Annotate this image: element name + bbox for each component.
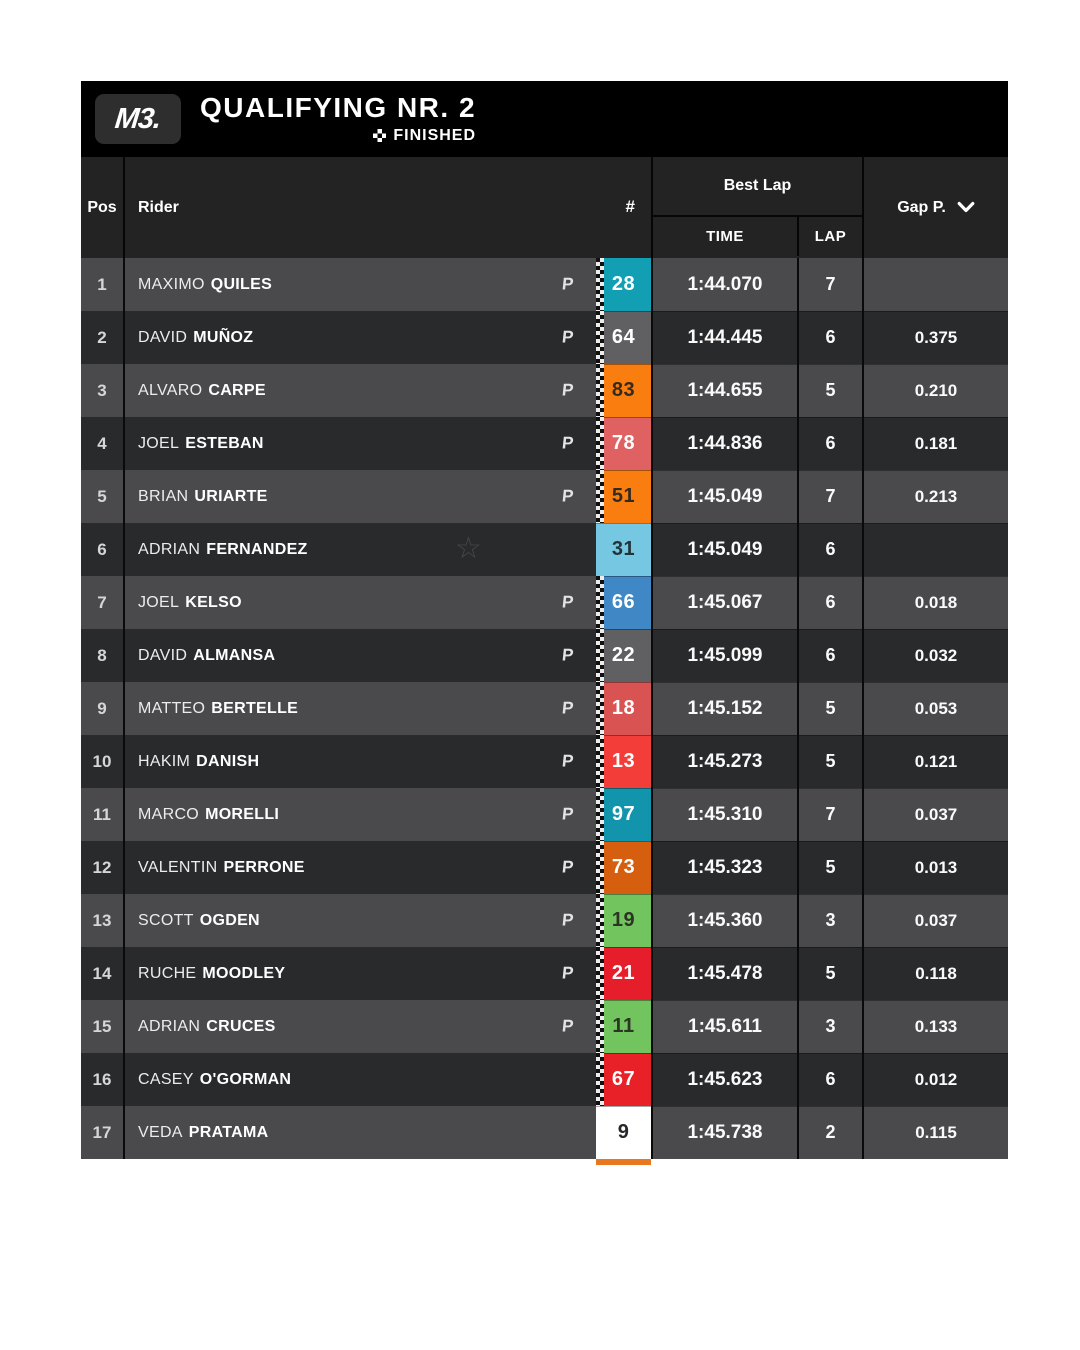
gap-cell: 0.118 (862, 947, 1008, 1000)
best-lap-lap-cell: 7 (797, 470, 862, 523)
rider-first-name: DAVID (138, 646, 188, 664)
position-cell: 8 (81, 629, 125, 682)
best-lap-time-cell: 1:45.360 (651, 894, 797, 947)
rider-cell (125, 894, 596, 947)
best-lap-lap-cell: 6 (797, 311, 862, 364)
p-badge: P (561, 1016, 576, 1036)
gap-cell: 0.032 (862, 629, 1008, 682)
bottom-clipped-row (81, 1159, 1008, 1165)
rider-first-name: DAVID (138, 328, 188, 346)
gap-cell: 0.053 (862, 682, 1008, 735)
header-rider (125, 157, 651, 258)
best-lap-lap-cell: 5 (797, 735, 862, 788)
rider-cell (125, 1053, 596, 1106)
rider-number-cell: 31 (596, 523, 651, 576)
session-status-label: FINISHED (393, 126, 477, 144)
rider-cell (125, 576, 596, 629)
rider-number-cell: 66 (596, 576, 651, 629)
chevron-down-icon (957, 201, 975, 214)
rider-first-name: VEDA (138, 1123, 183, 1141)
rider-cell (125, 258, 596, 311)
rider-first-name: MAXIMO (138, 275, 205, 293)
header-best-lap-group (651, 157, 862, 258)
best-lap-time-cell: 1:44.836 (651, 417, 797, 470)
moto3-logo (95, 94, 181, 144)
best-lap-lap-cell: 6 (797, 629, 862, 682)
rider-last-name: ESTEBAN (185, 434, 264, 452)
rider-number-cell: 13 (596, 735, 651, 788)
header-lap: LAP (797, 217, 862, 256)
rider-last-name: MUÑOZ (193, 328, 254, 346)
session-status (200, 127, 476, 145)
header-best-lap-subrow (653, 217, 862, 256)
rider-number-cell: 73 (596, 841, 651, 894)
best-lap-time-cell: 1:45.310 (651, 788, 797, 841)
p-badge: P (561, 327, 576, 347)
rider-last-name: PRATAMA (188, 1123, 269, 1141)
rider-last-name: MORELLI (205, 805, 280, 823)
p-badge: P (561, 380, 576, 400)
p-badge: P (561, 645, 576, 665)
position-cell: 15 (81, 1000, 125, 1053)
best-lap-time-cell: 1:44.445 (651, 311, 797, 364)
title-band (81, 81, 1008, 157)
rider-last-name: OGDEN (199, 911, 260, 929)
session-title: QUALIFYING NR. 2 (200, 91, 477, 123)
table-row (81, 894, 1008, 947)
table-row (81, 523, 1008, 576)
p-badge: P (561, 751, 576, 771)
gap-cell: 0.375 (862, 311, 1008, 364)
table-row (81, 576, 1008, 629)
results-body (81, 258, 1008, 1159)
rider-last-name: ALMANSA (193, 646, 276, 664)
rider-last-name: FERNANDEZ (206, 540, 308, 558)
checkered-flag-icon (373, 129, 386, 142)
rider-last-name: KELSO (185, 593, 242, 611)
best-lap-time-cell: 1:45.049 (651, 523, 797, 576)
best-lap-lap-cell: 7 (797, 788, 862, 841)
position-cell: 11 (81, 788, 125, 841)
best-lap-time-cell: 1:45.273 (651, 735, 797, 788)
table-row (81, 788, 1008, 841)
rider-cell (125, 1000, 596, 1053)
gap-cell: 0.210 (862, 364, 1008, 417)
rider-first-name: HAKIM (138, 752, 191, 770)
position-cell: 10 (81, 735, 125, 788)
rider-last-name: PERRONE (223, 858, 305, 876)
rider-first-name: ALVARO (138, 381, 203, 399)
table-row (81, 735, 1008, 788)
best-lap-lap-cell: 5 (797, 364, 862, 417)
rider-cell (125, 1106, 596, 1159)
table-row (81, 682, 1008, 735)
rider-number-cell: 18 (596, 682, 651, 735)
p-badge: P (561, 274, 576, 294)
rider-number-cell: 64 (596, 311, 651, 364)
p-badge: P (561, 963, 576, 983)
rider-cell (125, 311, 596, 364)
best-lap-lap-cell: 5 (797, 947, 862, 1000)
position-cell: 5 (81, 470, 125, 523)
rider-cell (125, 523, 596, 576)
rider-cell (125, 947, 596, 1000)
rider-first-name: SCOTT (138, 911, 194, 929)
rider-number-cell: 78 (596, 417, 651, 470)
rider-last-name: QUILES (210, 275, 273, 293)
best-lap-lap-cell: 6 (797, 523, 862, 576)
rider-last-name: O'GORMAN (199, 1070, 292, 1088)
best-lap-lap-cell: 5 (797, 682, 862, 735)
best-lap-time-cell: 1:45.152 (651, 682, 797, 735)
rider-number-cell: 11 (596, 1000, 651, 1053)
position-cell: 9 (81, 682, 125, 735)
rider-last-name: CARPE (208, 381, 266, 399)
best-lap-time-cell: 1:44.655 (651, 364, 797, 417)
rider-first-name: VALENTIN (138, 858, 218, 876)
table-header (81, 157, 1008, 258)
header-time: TIME (706, 228, 744, 245)
moto3-logo-text: M3. (113, 102, 163, 135)
rider-cell (125, 364, 596, 417)
header-best-lap: Best Lap (653, 157, 862, 217)
rider-number-cell: 9 (596, 1106, 651, 1159)
table-row (81, 841, 1008, 894)
rider-number-cell: 28 (596, 258, 651, 311)
rider-number-cell: 21 (596, 947, 651, 1000)
position-cell: 3 (81, 364, 125, 417)
position-cell: 12 (81, 841, 125, 894)
table-row (81, 629, 1008, 682)
header-rider-label: Rider (138, 198, 179, 216)
table-row (81, 1000, 1008, 1053)
timing-board (81, 81, 1008, 1165)
gap-cell: 0.012 (862, 1053, 1008, 1106)
p-badge: P (561, 698, 576, 718)
rider-first-name: MARCO (138, 805, 200, 823)
rider-first-name: JOEL (138, 434, 180, 452)
rider-first-name: RUCHE (138, 964, 197, 982)
rider-cell (125, 682, 596, 735)
position-cell: 13 (81, 894, 125, 947)
best-lap-lap-cell: 2 (797, 1106, 862, 1159)
rider-last-name: BERTELLE (211, 699, 299, 717)
position-cell: 2 (81, 311, 125, 364)
best-lap-time-cell: 1:45.323 (651, 841, 797, 894)
p-badge: P (561, 804, 576, 824)
rider-first-name: JOEL (138, 593, 180, 611)
p-badge: P (561, 910, 576, 930)
header-pos: Pos (81, 157, 125, 258)
gap-cell (862, 523, 1008, 576)
best-lap-time-cell: 1:45.623 (651, 1053, 797, 1106)
table-row (81, 1106, 1008, 1159)
header-gap-label: Gap P. (897, 198, 946, 216)
best-lap-lap-cell: 5 (797, 841, 862, 894)
gap-cell (862, 258, 1008, 311)
position-cell: 17 (81, 1106, 125, 1159)
best-lap-time-cell: 1:45.478 (651, 947, 797, 1000)
rider-cell (125, 629, 596, 682)
best-lap-time-cell: 1:45.067 (651, 576, 797, 629)
header-number-label: # (625, 196, 635, 216)
position-cell: 1 (81, 258, 125, 311)
best-lap-lap-cell: 6 (797, 417, 862, 470)
rider-number-cell: 22 (596, 629, 651, 682)
gap-cell: 0.018 (862, 576, 1008, 629)
bottom-strip-spacer (81, 1159, 596, 1165)
gap-cell: 0.037 (862, 788, 1008, 841)
session-titles (200, 91, 477, 145)
p-badge: P (561, 433, 576, 453)
best-lap-lap-cell: 3 (797, 894, 862, 947)
rider-first-name: ADRIAN (138, 540, 201, 558)
rider-number-cell: 83 (596, 364, 651, 417)
rider-number-cell: 51 (596, 470, 651, 523)
rider-cell (125, 417, 596, 470)
rider-first-name: BRIAN (138, 487, 189, 505)
best-lap-time-cell: 1:45.049 (651, 470, 797, 523)
gap-cell: 0.115 (862, 1106, 1008, 1159)
best-lap-time-cell: 1:45.099 (651, 629, 797, 682)
rider-cell (125, 841, 596, 894)
gap-cell: 0.037 (862, 894, 1008, 947)
table-row (81, 470, 1008, 523)
rider-cell (125, 735, 596, 788)
bottom-strip-number-cell (596, 1159, 651, 1165)
table-row (81, 364, 1008, 417)
rider-last-name: DANISH (196, 752, 260, 770)
gap-cell: 0.013 (862, 841, 1008, 894)
best-lap-time-cell: 1:45.738 (651, 1106, 797, 1159)
rider-cell (125, 788, 596, 841)
table-row (81, 947, 1008, 1000)
table-row (81, 1053, 1008, 1106)
rider-number-cell: 67 (596, 1053, 651, 1106)
rider-first-name: MATTEO (138, 699, 206, 717)
table-row (81, 258, 1008, 311)
gap-cell: 0.121 (862, 735, 1008, 788)
gap-cell: 0.133 (862, 1000, 1008, 1053)
position-cell: 4 (81, 417, 125, 470)
best-lap-time-cell: 1:45.611 (651, 1000, 797, 1053)
p-badge: P (561, 592, 576, 612)
best-lap-lap-cell: 7 (797, 258, 862, 311)
table-row (81, 311, 1008, 364)
rider-last-name: URIARTE (194, 487, 268, 505)
rider-last-name: MOODLEY (202, 964, 286, 982)
gap-cell: 0.213 (862, 470, 1008, 523)
position-cell: 14 (81, 947, 125, 1000)
best-lap-lap-cell: 6 (797, 1053, 862, 1106)
position-cell: 6 (81, 523, 125, 576)
rider-last-name: CRUCES (206, 1017, 276, 1035)
gap-cell: 0.181 (862, 417, 1008, 470)
best-lap-lap-cell: 3 (797, 1000, 862, 1053)
best-lap-time-cell: 1:44.070 (651, 258, 797, 311)
star-icon: ☆ (455, 531, 483, 565)
header-gap-sort[interactable] (862, 157, 1008, 258)
rider-cell (125, 470, 596, 523)
rider-first-name: CASEY (138, 1070, 194, 1088)
rider-number-cell: 97 (596, 788, 651, 841)
p-badge: P (561, 857, 576, 877)
table-row (81, 417, 1008, 470)
position-cell: 16 (81, 1053, 125, 1106)
best-lap-lap-cell: 6 (797, 576, 862, 629)
p-badge: P (561, 486, 576, 506)
position-cell: 7 (81, 576, 125, 629)
rider-first-name: ADRIAN (138, 1017, 201, 1035)
rider-number-cell: 19 (596, 894, 651, 947)
